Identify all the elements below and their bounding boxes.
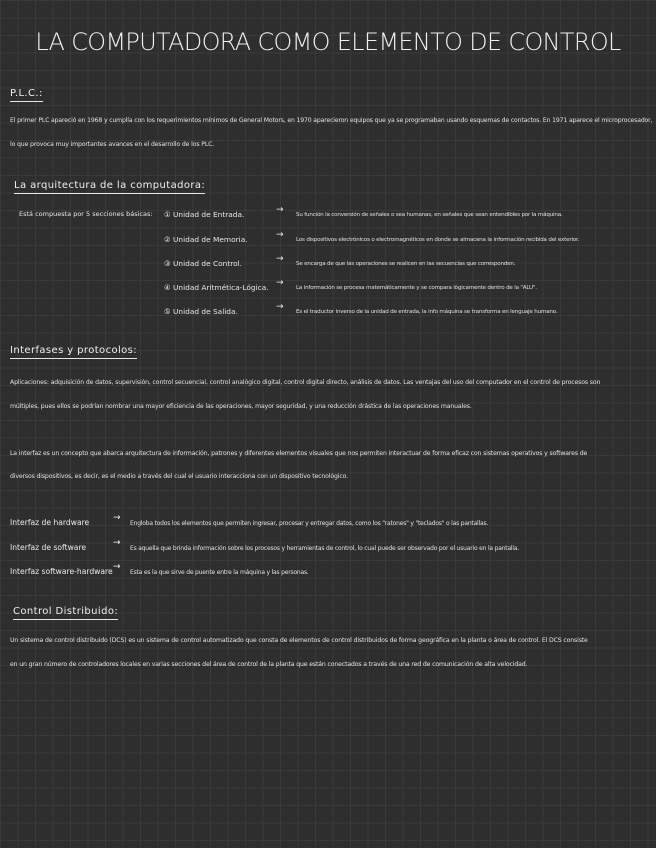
arrow-icon: → [276,302,284,312]
unit-control-desc: Se encarga de que las operaciones se realicen en las secuencias que corresponden. [296,261,516,267]
plc-heading: P.L.C.: [10,88,43,102]
interface-software-desc: Es aquella que brinda información sobre los procesos y herramientas de control, lo cual puede ser observado por el usuario en la pantalla. [130,545,520,552]
unit-input-desc: Su función la conversión de señales o sea humanas, en señales que sean entendibles por la máquina. [296,212,563,218]
arrow-icon: → [276,254,284,264]
interfaces-heading: Interfases y protocolos: [10,345,137,359]
arrow-icon: → [276,278,284,288]
interface-hardware-label: Interfaz de hardware [10,518,90,527]
interface-software-hardware-desc: Esta es la que sirve de puente entre la máquina y las personas. [130,569,309,576]
arrow-icon: → [276,205,284,215]
dcs-text-line-2: en un gran número de controladores locales en varias secciones del área de control de la planta que están conectados a través de una red de comunicación de alta velocidad. [10,661,528,668]
arrow-icon: → [113,538,121,548]
interfaces-definition-line-2: diversos dispositivos, es decir, es el medio a través del cual el usuario interacciona con un dispositivo tecnológico. [10,473,348,480]
unit-input-label: ① Unidad de Entrada. [164,210,245,219]
architecture-intro: Está compuesta por 5 secciones básicas: [19,210,153,218]
interfaces-applications-line-2: múltiples, pues ellos se podrían nombrar una mayor eficiencia de las operaciones, mayor seguridad, y una reducción drástica de las operaciones manuales. [10,403,472,410]
unit-output-label: ⑤ Unidad de Salida. [164,307,238,316]
dcs-text-line-1: Un sistema de control distribuido (DCS) es un sistema de control automatizado que consta de elementos de control distribuidos de forma geográfica en la planta o área de control. El DCS consiste [10,637,588,644]
arrow-icon: → [113,562,121,572]
interface-software-label: Interfaz de software [10,543,87,552]
unit-control-label: ③ Unidad de Control. [164,259,243,268]
page-title: LA COMPUTADORA COMO ELEMENTO DE CONTROL [35,28,621,56]
interface-software-hardware-label: Interfaz software-hardware [10,567,113,576]
plc-text-line-2: lo que provoca muy importantes avances en el desarrollo de los PLC. [10,141,215,148]
arrow-icon: → [276,230,284,240]
unit-output-desc: Es el traductor inverso de la unidad de entrada, la info máquina se transforma en lenguaje humano. [296,309,558,315]
unit-memory-label: ② Unidad de Memoria. [164,235,248,244]
arrow-icon: → [113,513,121,523]
architecture-heading: La arquitectura de la computadora: [14,180,205,194]
dcs-heading: Control Distribuido: [13,606,118,620]
interfaces-definition-line-1: La interfaz es un concepto que abarca arquitectura de información, patrones y diferentes elementos visuales que nos permiten interactuar de forma eficaz con sistemas operativos y softwares de [10,450,588,457]
unit-alu-label: ④ Unidad Aritmética-Lógica. [164,283,269,292]
unit-alu-desc: La información se procesa matemáticamente y se compara lógicamente dentro de la "ALU". [296,285,537,291]
interface-hardware-desc: Engloba todos los elementos que permiten ingresar, procesar y entregar datos, como los "ratones" y "teclados" o las pantallas. [130,520,489,527]
plc-text-line-1: El primer PLC apareció en 1968 y cumplía con los requerimientos mínimos de General Motors, en 1970 aparecieron equipos que ya se programaban usando esquemas de contactos. En 1971 aparece el microprocesador, [10,117,653,124]
unit-memory-desc: Los dispositivos electrónicos o electromagnéticos en donde se almacena la información recibida del exterior. [296,237,580,243]
interfaces-applications-line-1: Aplicaciones: adquisición de datos, supervisión, control secuencial, control analógico digital, control digital directo, análisis de datos. Las ventajas del uso del computador en el control de procesos son [10,379,601,386]
